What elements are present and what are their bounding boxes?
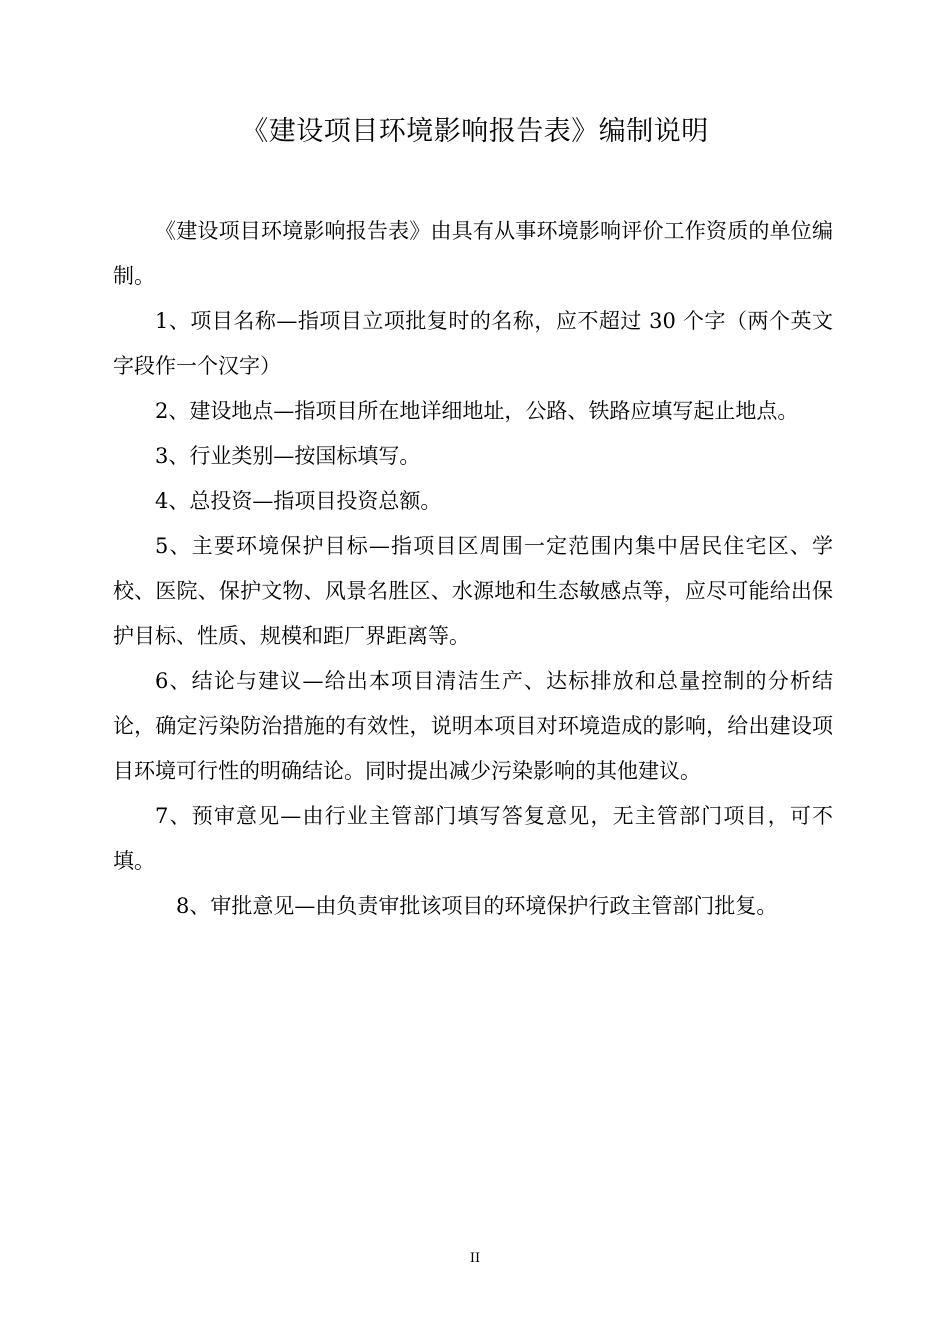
item-construction-site: 2、建设地点—指项目所在地详细地址，公路、铁路应填写起止地点。 <box>155 399 799 423</box>
item-total-investment: 4、总投资—指项目投资总额。 <box>155 489 442 513</box>
page-number: II <box>469 1251 481 1266</box>
document-body <box>113 209 833 929</box>
item-protection-targets: 5、主要环境保护目标—指项目区周围一定范围内集中居民住宅区、学校、医院、保护文物、风景名胜区、水源地和生态敏感点等，应尽可能给出保护目标、性质、规模和距厂界距离等。 <box>113 534 833 648</box>
item-industry-category: 3、行业类别—按国标填写。 <box>155 444 421 468</box>
item-project-name: 1、项目名称—指项目立项批复时的名称，应不超过 30 个字（两个英文字段作一个汉字） <box>113 309 833 378</box>
item-conclusion: 6、结论与建议—给出本项目清洁生产、达标排放和总量控制的分析结论，确定污染防治措施的有效性，说明本项目对环境造成的影响，给出建设项目环境可行性的明确结论。同时提出减少污染影响的其他建议。 <box>113 669 833 783</box>
item-approval-opinion: 8、审批意见—由负责审批该项目的环境保护行政主管部门批复。 <box>176 894 778 918</box>
intro-paragraph: 《建设项目环境影响报告表》由具有从事环境影响评价工作资质的单位编制。 <box>113 219 833 288</box>
item-preliminary-review: 7、预审意见—由行业主管部门填写答复意见，无主管部门项目，可不填。 <box>113 804 833 873</box>
document-title: 《建设项目环境影响报告表》编制说明 <box>241 116 709 147</box>
